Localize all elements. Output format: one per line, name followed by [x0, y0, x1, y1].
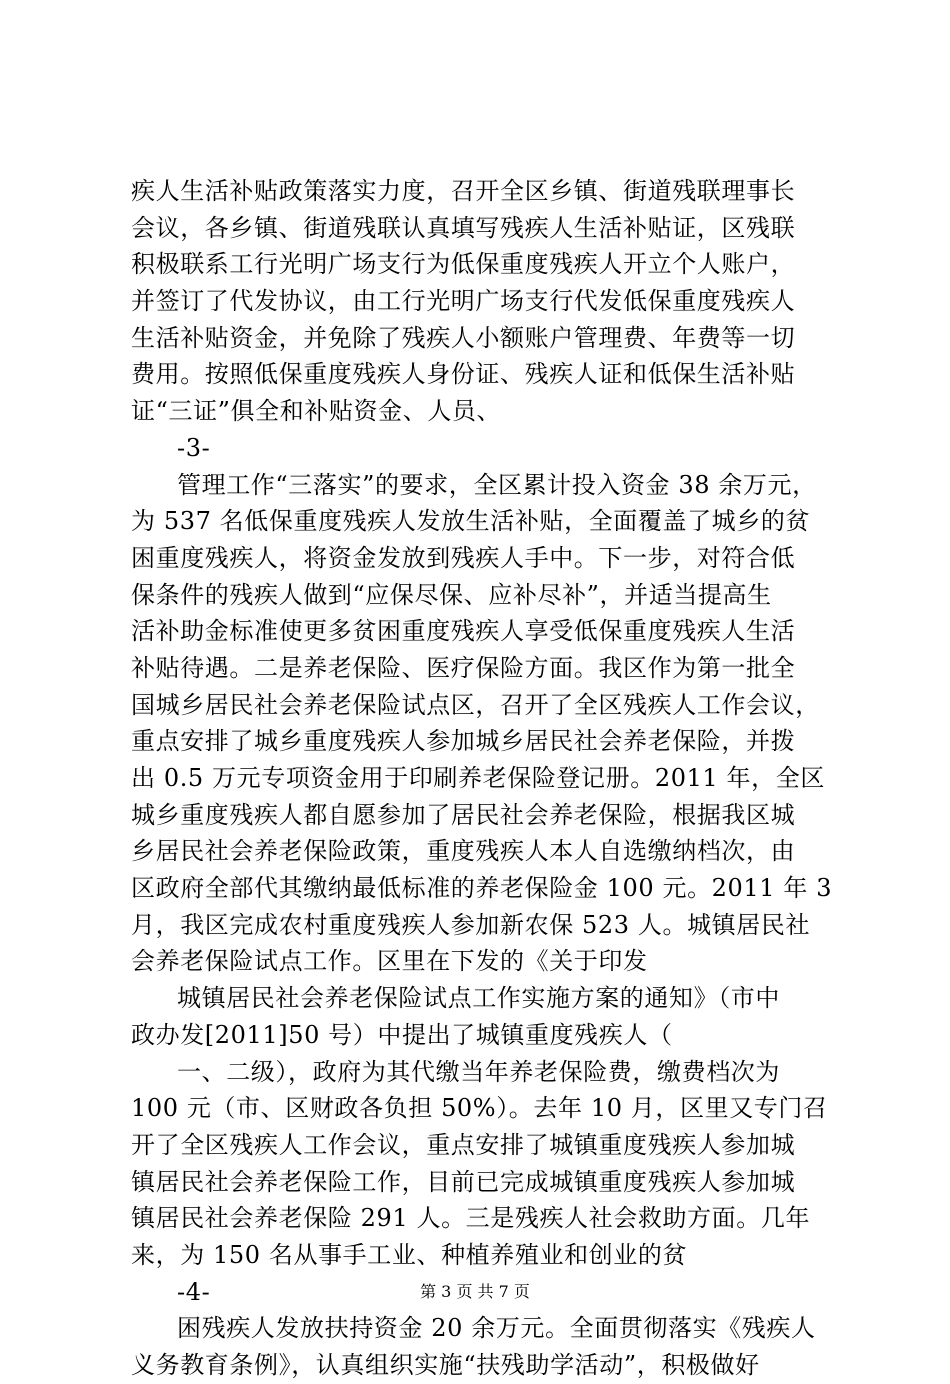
document-line: 来，为 150 名从事手工业、种植养殖业和创业的贫 — [131, 1240, 688, 1269]
document-line: 费用。按照低保重度残疾人身份证、残疾人证和低保生活补贴 — [131, 360, 796, 389]
document-line: 开了全区残疾人工作会议，重点安排了城镇重度残疾人参加城 — [131, 1130, 796, 1159]
document-line: 会议，各乡镇、街道残联认真填写残疾人生活补贴证，区残联 — [131, 213, 796, 242]
document-line: 保条件的残疾人做到“应保尽保、应补尽补”，并适当提高生 — [131, 580, 772, 609]
document-line: 证“三证”俱全和补贴资金、人员、 — [131, 397, 502, 426]
document-body — [131, 173, 831, 1384]
document-line: 出 0.5 万元专项资金用于印刷养老保险登记册。2011 年，全区 — [131, 764, 825, 792]
document-line: 重点安排了城乡重度残疾人参加城乡居民社会养老保险，并拨 — [131, 727, 796, 756]
document-line: 区政府全部代其缴纳最低标准的养老保险金 100 元。2011 年 3 — [131, 874, 833, 903]
document-line: 疾人生活补贴政策落实力度，召开全区乡镇、街道残联理事长 — [131, 177, 796, 205]
document-line: 困重度残疾人，将资金发放到残疾人手中。下一步，对符合低 — [131, 543, 796, 572]
document-line: 生活补贴资金，并免除了残疾人小额账户管理费、年费等一切 — [131, 323, 796, 352]
document-line: 补贴待遇。二是养老保险、医疗保险方面。我区作为第一批全 — [131, 653, 796, 682]
document-line: -3- — [177, 433, 211, 462]
document-line: 国城乡居民社会养老保险试点区，召开了全区残疾人工作会议， — [131, 690, 820, 719]
document-line: 为 537 名低保重度残疾人发放生活补贴，全面覆盖了城乡的贫 — [131, 507, 811, 536]
document-line: 一、二级），政府为其代缴当年养老保险费，缴费档次为 — [177, 1057, 780, 1086]
page-footer: 第 3 页 共 7 页 — [420, 1282, 530, 1301]
document-line: 活补助金标准使更多贫困重度残疾人享受低保重度残疾人生活 — [131, 617, 796, 646]
document-line: 会养老保险试点工作。区里在下发的《关于印发 — [131, 947, 648, 976]
document-line: 镇居民社会养老保险 291 人。三是残疾人社会救助方面。几年 — [131, 1204, 811, 1233]
document-line: 并签订了代发协议，由工行光明广场支行代发低保重度残疾人 — [131, 287, 796, 316]
document-line: -4- — [177, 1277, 211, 1306]
document-line: 城镇居民社会养老保险试点工作实施方案的通知》（市中 — [177, 984, 780, 1013]
document-line: 乡居民社会养老保险政策，重度残疾人本人自选缴纳档次，由 — [131, 837, 796, 866]
document-line: 月，我区完成农村重度残疾人参加新农保 523 人。城镇居民社 — [131, 910, 811, 939]
document-line: 管理工作“三落实”的要求，全区累计投入资金 38 余万元， — [177, 470, 817, 499]
document-line: 城乡重度残疾人都自愿参加了居民社会养老保险，根据我区城 — [131, 800, 796, 829]
document-line: 政办发[2011]50 号）中提出了城镇重度残疾人（ — [131, 1020, 673, 1049]
document-line: 100 元（市、区财政各负担 50%）。去年 10 月，区里又专门召 — [131, 1094, 828, 1123]
document-line: 积极联系工行光明广场支行为低保重度残疾人开立个人账户， — [131, 250, 796, 279]
document-line: 困残疾人发放扶持资金 20 余万元。全面贯彻落实《残疾人 — [177, 1314, 816, 1343]
document-line: 镇居民社会养老保险工作，目前已完成城镇重度残疾人参加城 — [131, 1167, 796, 1196]
document-line: 义务教育条例》，认真组织实施“扶残助学活动”，积极做好 — [131, 1351, 760, 1379]
